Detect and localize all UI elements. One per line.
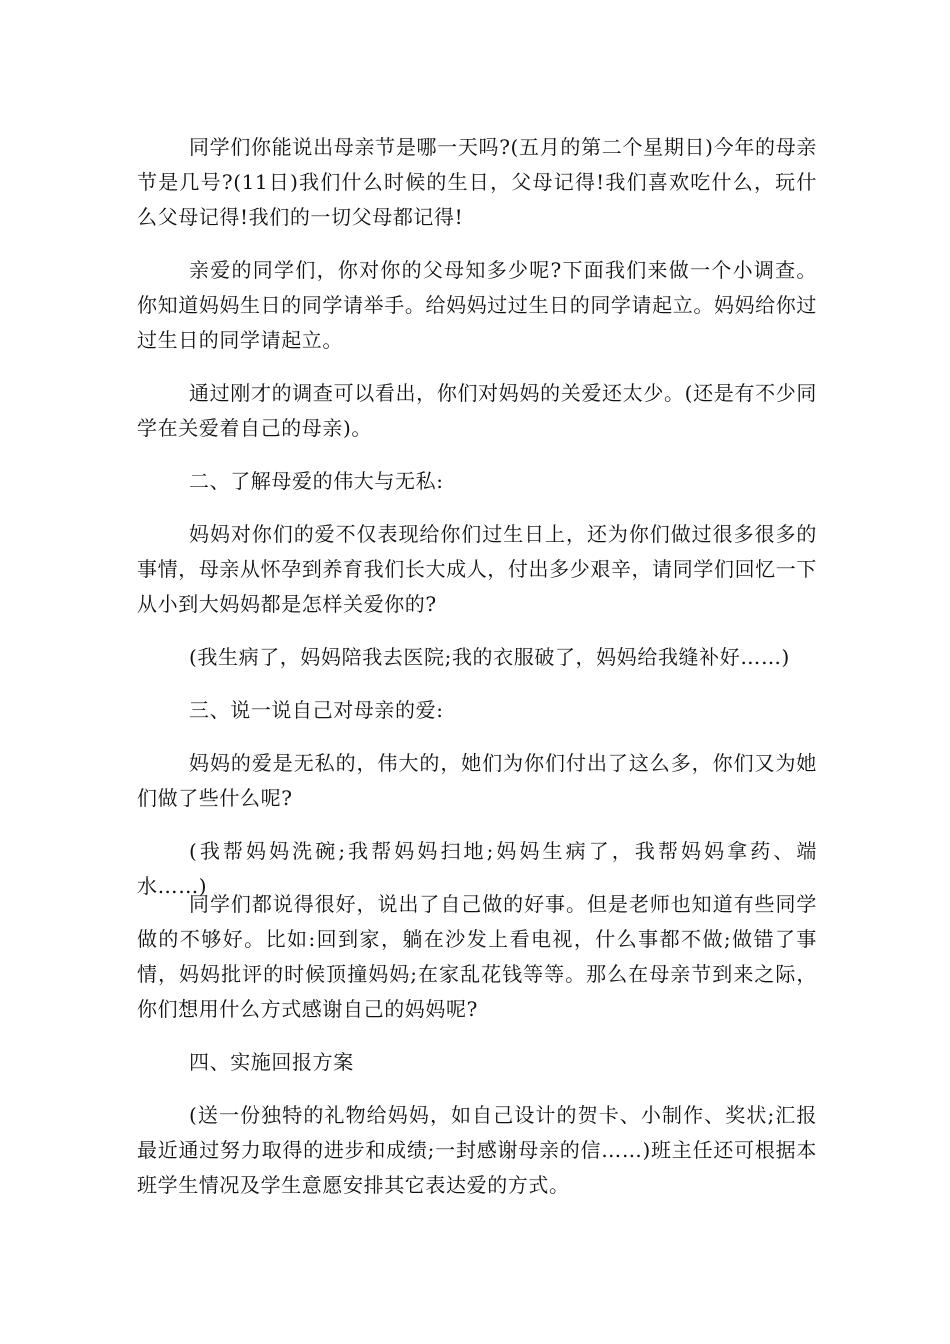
paragraph-example-help: (我帮妈妈洗碗;我帮妈妈扫地;妈妈生病了，我帮妈妈拿药、端水……) — [137, 839, 817, 898]
section-heading-two: 二、了解母爱的伟大与无私: — [189, 469, 444, 493]
paragraph-example-care: (我生病了，妈妈陪我去医院;我的衣服破了，妈妈给我缝补好……) — [189, 645, 790, 669]
section-heading-four: 四、实施回报方案 — [189, 1050, 354, 1074]
paragraph-survey-intro: 亲爱的同学们，你对你的父母知多少呢?下面我们来做一个小调查。你知道妈妈生日的同学请举手。给妈妈过过生日的同学请起立。妈妈给你过过生日的同学请起立。 — [137, 258, 817, 352]
paragraph-mothers-day-question: 同学们你能说出母亲节是哪一天吗?(五月的第二个星期日)今年的母亲节是几号?(11日)我们什么时候的生日，父母记得!我们喜欢吃什么，玩什么父母记得!我们的一切父母都记得! — [137, 135, 817, 229]
paragraph-mother-love: 妈妈对你们的爱不仅表现给你们过生日上，还为你们做过很多很多的事情，母亲从怀孕到养育我们长大成人，付出多少艰辛，请同学们回忆一下从小到大妈妈都是怎样关爱你的? — [137, 522, 817, 616]
paragraph-teacher-comment: 同学们都说得很好，说出了自己做的好事。但是老师也知道有些同学做的不够好。比如:回到家，躺在沙发上看电视，什么事都不做;做错了事情，妈妈批评的时候顶撞妈妈;在家乱花钱等等。那么在母亲节到来之际，你们想用什么方式感谢自己的妈妈呢? — [137, 892, 817, 1021]
paragraph-repay-plan: (送一份独特的礼物给妈妈，如自己设计的贺卡、小制作、奖状;汇报最近通过努力取得的进步和成绩;一封感谢母亲的信……)班主任还可根据本班学生情况及学生意愿安排其它表达爱的方式。 — [137, 1103, 817, 1197]
paragraph-what-we-did: 妈妈的爱是无私的，伟大的，她们为你们付出了这么多，你们又为她们做了些什么呢? — [137, 751, 817, 810]
paragraph-survey-result: 通过刚才的调查可以看出，你们对妈妈的关爱还太少。(还是有不少同学在关爱着自己的母亲)。 — [137, 381, 817, 440]
section-heading-three: 三、说一说自己对母亲的爱: — [189, 698, 444, 722]
